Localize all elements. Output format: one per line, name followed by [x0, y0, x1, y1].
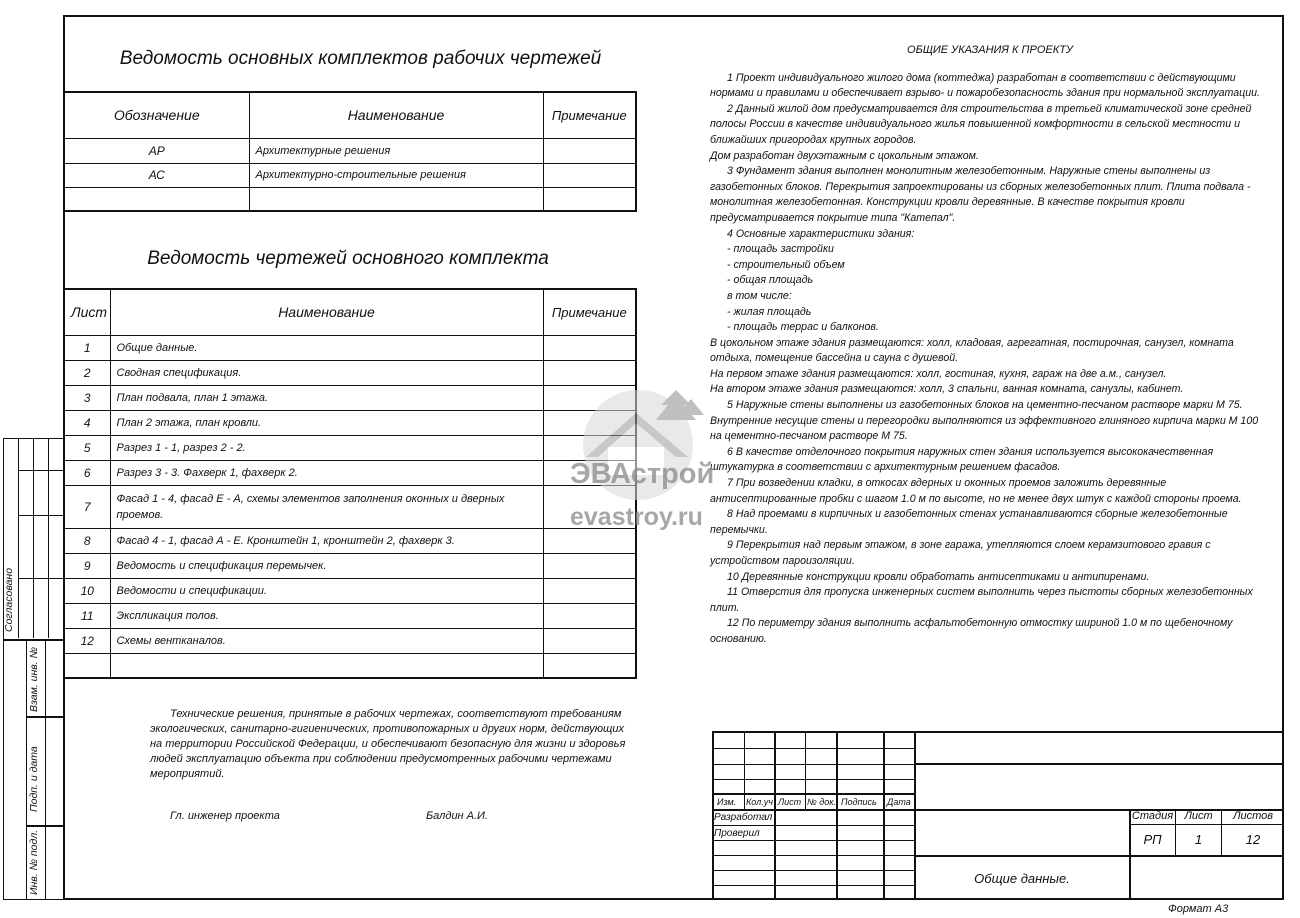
table-row — [64, 603, 636, 628]
sheet-name: Сводная спецификация. — [110, 360, 543, 385]
designation-cell: АР — [64, 138, 249, 163]
title-block-line — [712, 764, 914, 765]
note-cell — [543, 138, 636, 163]
table-row — [64, 435, 636, 460]
side-stamp-line — [3, 438, 4, 900]
sheet-name: План подвала, план 1 этажа. — [110, 385, 543, 410]
note-paragraph: 5 Наружные стены выполнены из газобетонных блоков на цементно-песчаном растворе марки М 75. Внутренние несущие стены и перегородки выполняются из эффективного глиняного кирпича марки М 100 на цементно-песчаном растворе М 75. — [710, 399, 1259, 443]
note-cell — [543, 578, 636, 603]
note-paragraph: 10 Деревянные конструкции кровли обработать антисептиками и антипиренами. — [727, 570, 1150, 583]
paper-format: Формат А3 — [1168, 903, 1229, 915]
sheet-name: Схемы вентканалов. — [110, 628, 543, 653]
note-cell — [543, 335, 636, 360]
side-stamp-line — [33, 438, 34, 638]
title-block-line — [1129, 824, 1284, 825]
sheets-label: Листов — [1232, 810, 1274, 822]
drawings-title: Ведомость чертежей основного комплекта — [147, 248, 549, 269]
sheet-number: 6 — [64, 460, 110, 485]
main-sets-title: Ведомость основных комплектов рабочих чертежей — [119, 48, 602, 69]
tb-header-signature: Подпись — [841, 797, 877, 807]
title-block-line — [712, 793, 914, 795]
table-row — [64, 578, 636, 603]
stage-label: Стадия — [1131, 810, 1174, 822]
note-paragraph: - площадь застройки — [727, 243, 834, 256]
note-cell — [543, 653, 636, 678]
note-paragraph: Дом разработан двухэтажным с цокольным этажом. — [710, 149, 979, 162]
table-row — [64, 628, 636, 653]
note-paragraph: 4 Основные характеристики здания: — [727, 227, 915, 240]
sheet-label: Лист — [1184, 810, 1213, 822]
note-paragraph: 1 Проект индивидуального жилого дома (коттеджа) разработан в соответствии с действующими нормами и правилами и обеспечивает взрыво- и пожаробезопасность здания при нормальной эксплуатации. — [710, 71, 1260, 100]
sheet-name: Экспликация полов. — [110, 603, 543, 628]
sheet-number: 12 — [64, 628, 110, 653]
sheet-number: 2 — [64, 360, 110, 385]
note-cell — [543, 628, 636, 653]
note-paragraph: - жилая площадь — [727, 305, 812, 318]
sheet-number: 3 — [64, 385, 110, 410]
tb-header-qty: Кол.уч — [746, 797, 773, 807]
checked-label: Проверил — [714, 828, 760, 839]
note-paragraph: 11 Отверстия для пропуска инженерных систем выполнить через пыстоты сборных железобетонных плит. — [710, 586, 1253, 614]
table-row — [64, 485, 636, 528]
inv-orig-label: Инв. № подл. — [28, 829, 40, 895]
note-cell — [543, 187, 636, 211]
notes-heading: ОБЩИЕ УКАЗАНИЯ К ПРОЕКТУ — [907, 44, 1073, 56]
signer-role: Гл. инженер проекта — [170, 810, 280, 822]
col-header-sheet: Лист — [64, 289, 110, 335]
side-stamp-line — [18, 515, 63, 516]
sheet-number: 10 — [64, 578, 110, 603]
note-paragraph: 8 Над проемами в кирпичных и газобетонных стенах устанавливаются сборные железобетонные перемычки. — [710, 508, 1228, 536]
note-cell — [543, 163, 636, 187]
table-row — [64, 335, 636, 360]
name-cell — [249, 187, 543, 211]
note-paragraph: В цокольном этаже здания размещаются: холл, кладовая, агрегатная, постирочная, санузел, комната отдыха, помещение бассейна и сауна с душевой. — [710, 336, 1234, 365]
note-paragraph: 12 По периметру здания выполнить асфальтобетонную отмостку шириной 1.0 м по щебеночному основанию. — [710, 617, 1233, 645]
developed-label: Разработал — [714, 812, 773, 823]
signer-name: Балдин А.И. — [426, 810, 488, 822]
title-block-line — [712, 855, 914, 856]
title-block-line — [914, 763, 1284, 765]
table-row — [64, 553, 636, 578]
agreed-label: Согласовано — [3, 567, 15, 632]
col-header-note: Примечание — [543, 92, 636, 138]
table-row — [64, 528, 636, 553]
sheet-title: Общие данные. — [974, 871, 1070, 886]
sheet-number: 11 — [64, 603, 110, 628]
side-stamp-line — [3, 899, 63, 900]
side-stamp-line — [45, 640, 46, 900]
side-stamp-line — [26, 825, 63, 827]
title-block-line — [805, 731, 806, 809]
sheet-name: Фасад 1 - 4, фасад Е - А, схемы элементов заполнения оконных и дверных проемов. — [110, 485, 543, 528]
designation-cell — [64, 187, 249, 211]
col-header-note: Примечание — [543, 289, 636, 335]
side-stamp-line — [48, 438, 49, 638]
note-paragraph: На первом этаже здания размещаются: холл, гостиная, кухня, гараж на две а.м., санузел. — [710, 367, 1167, 380]
note-paragraph: в том числе: — [727, 289, 792, 302]
name-cell: Архитектурные решения — [249, 138, 543, 163]
note-paragraph: - площадь террас и балконов. — [727, 321, 879, 334]
name-cell: Архитектурно-строительные решения — [249, 163, 543, 187]
note-paragraph: - строительный объем — [727, 258, 845, 271]
col-header-name: Наименование — [249, 92, 543, 138]
note-cell — [543, 360, 636, 385]
sheet-number: 7 — [64, 485, 110, 528]
side-stamp-line — [18, 438, 19, 638]
title-block-line — [883, 731, 885, 900]
replace-inv-label: Взам. инв. № — [28, 647, 40, 712]
note-paragraph: 3 Фундамент здания выполнен монолитным железобетонным. Наружные стены выполнены из газобетонных блоков. Перекрытия запроектированы из сборных железобетонных плит. Плита подвала - монолитная железобетонная. Конструкции кровли деревянные. В качестве покрытия кровли предусматривается покрытие типа "Катепал". — [710, 165, 1251, 224]
side-stamp-line — [18, 470, 63, 471]
sheet-name: Разрез 3 - 3. Фахверк 1, фахверк 2. — [110, 460, 543, 485]
table-row — [64, 360, 636, 385]
drawings-table — [63, 288, 637, 679]
watermark-site: evastroy.ru — [570, 503, 703, 531]
note-paragraph: 6 В качестве отделочного покрытия наружных стен здания используется высококачественная штукатурка в соответствии с архитектурным решением фасадов. — [710, 445, 1214, 474]
title-block-line — [712, 779, 914, 780]
sheet-name — [110, 653, 543, 678]
sheet-number: 9 — [64, 553, 110, 578]
table-row — [64, 460, 636, 485]
col-header-designation: Обозначение — [64, 92, 249, 138]
sheet-name: Фасад 4 - 1, фасад А - Е. Кронштейн 1, кронштейн 2, фахверк 3. — [110, 528, 543, 553]
title-block-line — [712, 748, 914, 749]
stage-value: РП — [1143, 832, 1162, 847]
tb-header-doc: № док. — [807, 797, 836, 807]
sheet-number: 8 — [64, 528, 110, 553]
sheets-value: 12 — [1245, 832, 1261, 847]
note-cell — [543, 603, 636, 628]
side-stamp-line — [26, 716, 63, 718]
tb-header-date: Дата — [887, 797, 911, 807]
note-paragraph: 7 При возведении кладки, в откосах вдерных и оконных проемов заложить деревянные антисептированные пробки с шагом 1.0 м по высоте, но не менее двух штук с каждой стороны проема. — [710, 477, 1242, 505]
table-row — [64, 187, 636, 211]
note-paragraph: 9 Перекрытия над первым этажом, в зоне гаража, утепляются слоем керамзитового гравия с устройством пароизоляции. — [710, 539, 1211, 567]
compliance-statement: Технические решения, принятые в рабочих чертежах, соответствуют требованиям экологических, санитарно-гигиенических, противопожарных и других норм, действующих на территории Российской Федерации, и обеспечивают безопасную для жизни и здоровья людей эксплуатацию объекта при соблюдении предусмотренных рабочими чертежами мероприятий. — [150, 708, 626, 780]
note-paragraph: 2 Данный жилой дом предусматривается для строительства в третьей климатической зоне средней полосы России в качестве индивидуального жилья повышенной комфортности в сельской местности и ближайших пригородах крупных городов. — [710, 102, 1252, 146]
tb-header-rev: Изм. — [717, 797, 737, 807]
title-block-line — [712, 731, 1284, 733]
sheet-number — [64, 653, 110, 678]
side-stamp-line — [3, 438, 63, 439]
table-row — [64, 138, 636, 163]
side-stamp-line — [18, 578, 63, 579]
sheet-number: 1 — [64, 335, 110, 360]
note-paragraph: На втором этаже здания размещаются: холл, 3 спальни, ванная комната, санузлы, кабинет. — [710, 383, 1184, 396]
title-block-line — [712, 825, 914, 826]
table-row — [64, 385, 636, 410]
title-block-line — [744, 731, 745, 809]
col-header-name: Наименование — [110, 289, 543, 335]
notes-body — [710, 71, 1270, 648]
side-stamp-line — [3, 639, 63, 641]
title-block-line — [712, 885, 914, 886]
title-block-line — [712, 840, 914, 841]
table-row — [64, 410, 636, 435]
sheet-name: Ведомости и спецификации. — [110, 578, 543, 603]
side-stamp-line — [26, 640, 27, 900]
sign-date-label: Подп. и дата — [28, 746, 40, 812]
tb-header-sheet: Лист — [778, 797, 802, 807]
title-block-line — [914, 855, 1284, 857]
main-sets-table — [63, 91, 637, 212]
note-paragraph: - общая площадь — [727, 274, 814, 287]
title-block-line — [774, 731, 776, 900]
sheet-name: План 2 этажа, план кровли. — [110, 410, 543, 435]
title-block-line — [712, 870, 914, 871]
table-row — [64, 163, 636, 187]
sheet-name: Общие данные. — [110, 335, 543, 360]
general-notes — [710, 43, 1270, 648]
designation-cell: АС — [64, 163, 249, 187]
sheet-number: 4 — [64, 410, 110, 435]
sheet-value: 1 — [1194, 832, 1203, 847]
sheet-number: 5 — [64, 435, 110, 460]
note-cell — [543, 553, 636, 578]
watermark-brand: ЭВАстрой — [570, 458, 715, 490]
sheet-name: Разрез 1 - 1, разрез 2 - 2. — [110, 435, 543, 460]
sheet-name: Ведомость и спецификация перемычек. — [110, 553, 543, 578]
title-block-line — [836, 731, 838, 900]
table-row — [64, 653, 636, 678]
